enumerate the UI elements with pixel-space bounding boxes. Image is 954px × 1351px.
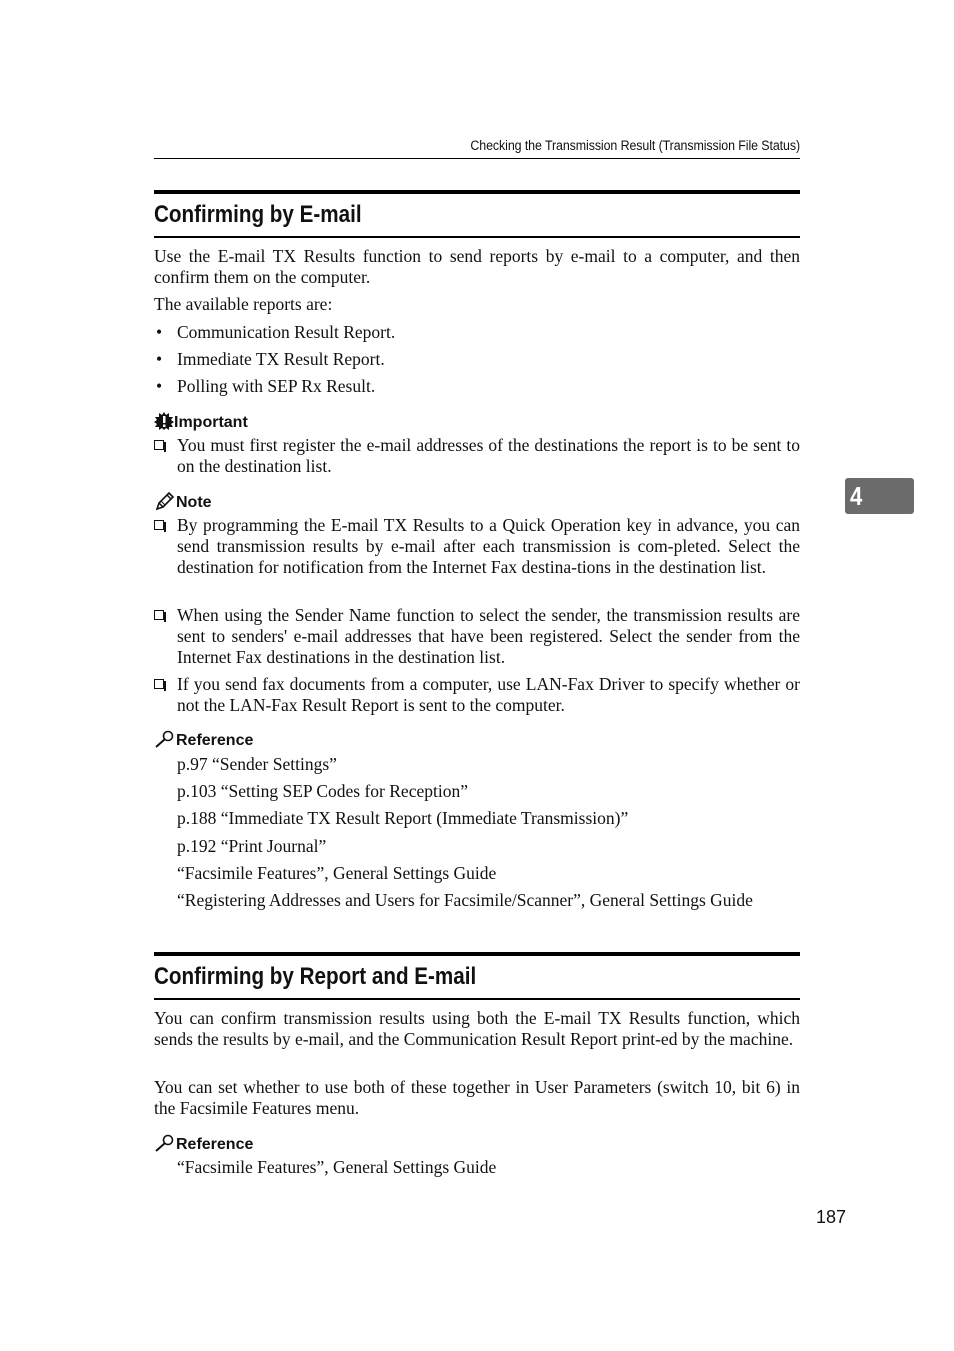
note-item: By programming the E-mail TX Results to a Quick Operation key in advance, you can send transmission results by e-mail after each transmission is com-pleted. Select the destination for notification from the Internet Fax destina-tions in the destination list. (154, 515, 800, 578)
reference-item: “Facsimile Features”, General Settings Guide (177, 863, 497, 883)
magnifier-icon (154, 1134, 176, 1152)
bullet-dot: • (156, 322, 163, 342)
section-rule-bottom (154, 998, 800, 1000)
header-rule (154, 158, 800, 159)
important-icon (154, 412, 176, 430)
section-title: Confirming by Report and E-mail (154, 963, 477, 990)
reference-item: p.188 “Immediate TX Result Report (Immediate Transmission)” (177, 808, 629, 828)
page-number: 187 (815, 1207, 846, 1227)
running-header: Checking the Transmission Result (Transmission File Status) (470, 138, 800, 153)
paragraph: Use the E-mail TX Results function to send reports by e-mail to a computer, and then confirm them on the computer. (154, 246, 800, 287)
checkbox-square-icon (154, 520, 164, 530)
reference-label: Reference (154, 1134, 253, 1155)
section-rule-top (154, 190, 800, 194)
reference-item: “Registering Addresses and Users for Facsimile/Scanner”, General Settings Guide (177, 890, 753, 910)
note-label: Note (154, 492, 212, 513)
note-item: If you send fax documents from a computer, use LAN-Fax Driver to specify whether or not the LAN-Fax Result Report is sent to the computer. (154, 674, 800, 716)
note-item: When using the Sender Name function to select the sender, the transmission results are sent to senders' e-mail addresses that have been registered. Select the sender from the Internet Fax destinations in the destination list. (154, 605, 800, 668)
chapter-tab (845, 478, 914, 514)
section-rule-top (154, 952, 800, 956)
magnifier-icon (154, 730, 176, 748)
reference-label: Reference (154, 730, 253, 751)
chapter-number: 4 (850, 481, 863, 511)
paragraph: The available reports are: (154, 294, 333, 314)
reference-item: p.97 “Sender Settings” (177, 754, 337, 774)
section-title: Confirming by E-mail (154, 201, 362, 228)
reference-item: “Facsimile Features”, General Settings Guide (177, 1157, 497, 1177)
checkbox-square-icon (154, 440, 164, 450)
reference-item: p.103 “Setting SEP Codes for Reception” (177, 781, 468, 801)
paragraph: You can set whether to use both of these together in User Parameters (switch 10, bit 6) in the Facsimile Features menu. (154, 1077, 800, 1118)
reference-item: p.192 “Print Journal” (177, 836, 327, 856)
checkbox-square-icon (154, 610, 164, 620)
checkbox-square-icon (154, 679, 164, 689)
section-rule-bottom (154, 236, 800, 238)
important-label: Important (154, 412, 248, 433)
bullet-dot: • (156, 349, 163, 369)
pencil-icon (154, 492, 176, 510)
paragraph: You can confirm transmission results using both the E-mail TX Results function, which sends the results by e-mail, and the Communication Result Report print-ed by the machine. (154, 1008, 800, 1049)
important-item: You must first register the e-mail addresses of the destinations the report is to be sent to on the destination list. (154, 435, 800, 477)
bullet-dot: • (156, 376, 163, 396)
